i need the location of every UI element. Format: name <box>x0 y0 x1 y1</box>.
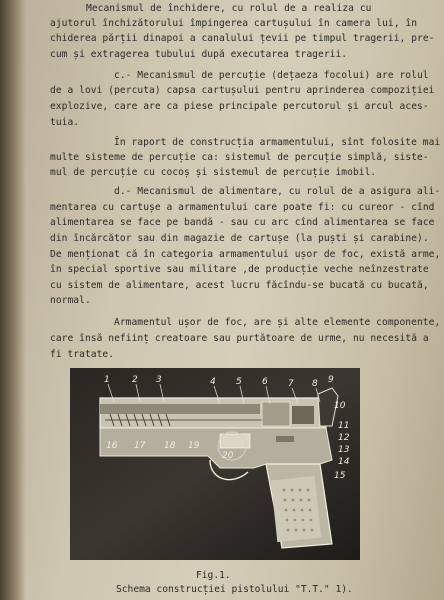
figure-part-number: 20 <box>222 451 234 461</box>
text-line: fi tratate. <box>50 349 115 360</box>
figure-part-number: 2 <box>132 375 138 385</box>
text-line: cu sistem de alimentare, acest lucru făcîndu-se bucată cu bucată, <box>50 280 429 291</box>
figure-part-number: 10 <box>334 401 346 411</box>
pistol-schematic-figure <box>70 368 360 560</box>
pistol-slide <box>100 398 326 428</box>
text-line: d.- Mecanismul de alimentare, cu rolul de a asigura ali- <box>114 186 441 197</box>
figure-part-number: 8 <box>312 379 318 389</box>
text-line: c.- Mecanismul de percuție (dețaeza focolui) are rolul <box>114 70 429 81</box>
figure-part-number: 11 <box>338 421 350 431</box>
figure-part-number: 13 <box>338 445 350 455</box>
figure-part-number: 12 <box>338 433 350 443</box>
figure-part-number: 19 <box>188 441 200 451</box>
text-line: care însă neființ creatoare sau purtătoare de urme, nu necesită a <box>50 333 429 344</box>
text-line: mul de percuție cu cocoș și sistemul de percuție imobil. <box>50 167 377 178</box>
figure-label: Fig.1. <box>196 570 231 581</box>
text-line: cum și extragerea tubului după executarea tragerii. <box>50 49 348 60</box>
figure-part-number: 4 <box>210 377 216 387</box>
text-line: Armamentul ușor de foc, are și alte elemente componente, <box>114 317 441 328</box>
figure-part-number: 18 <box>164 441 176 451</box>
text-line: alimentarea se face pe bandă - sau cu arc cînd alimentarea se face <box>50 217 435 228</box>
text-line: explozive, care are ca piese principale percutorul și arcul aces- <box>50 101 429 112</box>
figure-part-number: 16 <box>106 441 118 451</box>
text-line: în special sportive sau militare ,de producție veche neînzestrate <box>50 264 429 275</box>
text-line: de a lovi (percuta) capsa cartușului pentru aprinderea compoziției <box>50 85 435 96</box>
figure-part-number: 15 <box>334 471 346 481</box>
figure-part-number: 17 <box>134 441 146 451</box>
text-line: normal. <box>50 295 91 306</box>
text-line: De menționat că în categoria armamentului ușor de foc, există arme, <box>50 249 441 260</box>
figure-part-number: 5 <box>236 377 242 387</box>
text-line: Mecanismul de închidere, cu rolul de a realiza cu <box>86 3 372 14</box>
figure-part-number: 6 <box>262 377 268 387</box>
text-line: tuia. <box>50 117 80 128</box>
figure-part-number: 7 <box>288 379 294 389</box>
pistol-schematic-drawing <box>70 368 360 560</box>
figure-part-number: 3 <box>156 375 162 385</box>
text-line: mentarea cu cartușe a armamentului care poate fi: cu cureor - cînd <box>50 202 435 213</box>
figure-part-number: 1 <box>104 375 110 385</box>
text-line: multe sisteme de percuție ca: sistemul de percuție simplă, siste- <box>50 152 429 163</box>
text-line: ajutorul închizătorului împingerea cartușului în camera lui, în <box>50 18 418 29</box>
figure-part-number: 14 <box>338 457 350 467</box>
figure-part-number: 9 <box>328 375 334 385</box>
book-gutter-shadow <box>0 0 26 600</box>
figure-caption: Schema construcției pistolului "T.T." 1). <box>116 584 353 595</box>
text-line: chiderea părții dinapoi a canalului țevii pe timpul tragerii, pre- <box>50 33 435 44</box>
text-line: din încărcător sau din magazie de cartușe (la puști și carabine). <box>50 233 429 244</box>
text-line: În raport de construcția armamentului, sînt folosite mai <box>114 137 441 148</box>
